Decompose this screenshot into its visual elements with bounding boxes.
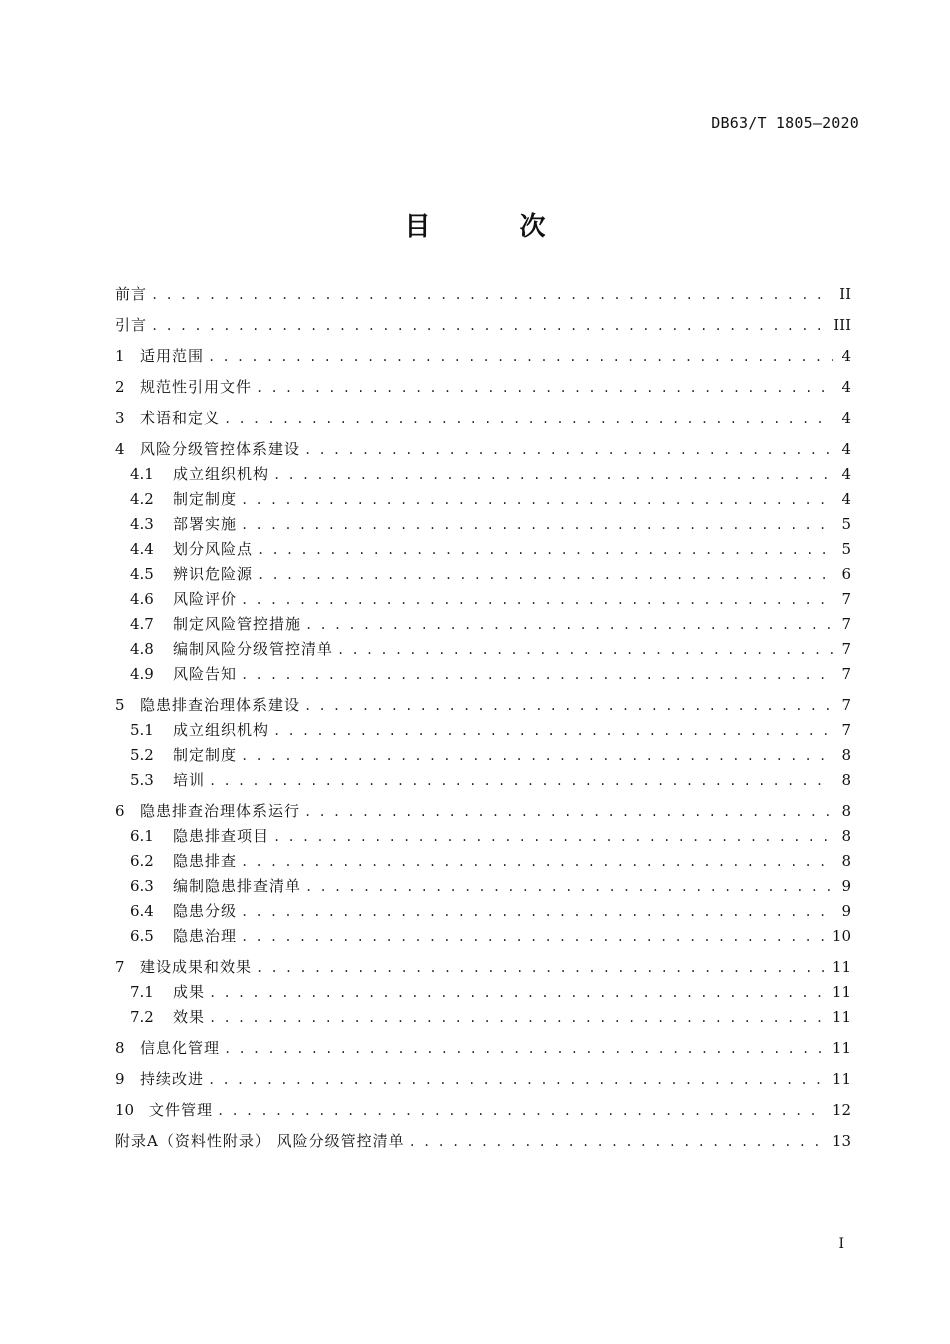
toc-entry[interactable] bbox=[115, 718, 851, 743]
toc-entry-label: 风险分级管控体系建设 bbox=[140, 440, 301, 458]
toc-title: 目 次 bbox=[404, 212, 586, 242]
toc-entry-page: 8 bbox=[841, 771, 851, 789]
toc-entry-page: 7 bbox=[841, 696, 851, 714]
toc-dot-leader bbox=[257, 538, 833, 563]
toc-entry-label: 培训 bbox=[173, 771, 206, 789]
toc-entry-label: 引言 bbox=[115, 316, 148, 334]
toc-entry[interactable] bbox=[115, 437, 851, 462]
toc-entry-label: 隐患排查治理体系建设 bbox=[140, 696, 301, 714]
table-of-contents bbox=[115, 282, 851, 1154]
toc-entry-label: 制定制度 bbox=[173, 746, 238, 764]
toc-entry-page: 7 bbox=[841, 615, 851, 633]
toc-entry-page: 11 bbox=[831, 1039, 851, 1057]
toc-entry[interactable] bbox=[115, 462, 851, 487]
toc-entry-page: 8 bbox=[841, 746, 851, 764]
toc-dot-leader bbox=[151, 314, 827, 339]
toc-entry[interactable] bbox=[115, 344, 851, 369]
toc-dot-leader bbox=[241, 925, 826, 950]
toc-entry-number: 10 bbox=[115, 1101, 135, 1119]
toc-entry-page: 7 bbox=[841, 721, 851, 739]
toc-entry-label: 编制隐患排查清单 bbox=[173, 877, 302, 895]
toc-entry-label: 部署实施 bbox=[173, 515, 238, 533]
toc-entry-label: 划分风险点 bbox=[173, 540, 254, 558]
toc-dot-leader bbox=[257, 563, 833, 588]
toc-entry-page: 7 bbox=[841, 640, 851, 658]
toc-entry-number: 4.6 bbox=[130, 590, 154, 608]
toc-entry-label: 成立组织机构 bbox=[173, 465, 270, 483]
toc-entry-page: 5 bbox=[841, 540, 851, 558]
toc-dot-leader bbox=[209, 769, 833, 794]
toc-entry[interactable] bbox=[115, 537, 851, 562]
toc-entry-label: 成果 bbox=[173, 983, 206, 1001]
toc-entry-label: 效果 bbox=[173, 1008, 206, 1026]
toc-entry[interactable] bbox=[115, 799, 851, 824]
toc-entry-number: 4.5 bbox=[130, 565, 154, 583]
toc-entry-page: 4 bbox=[841, 347, 851, 365]
toc-entry-label: 术语和定义 bbox=[140, 409, 221, 427]
page-number: I bbox=[838, 1236, 844, 1252]
toc-entry-number: 6.3 bbox=[130, 877, 154, 895]
toc-entry-page: 11 bbox=[831, 958, 851, 976]
toc-entry-page: 12 bbox=[831, 1101, 851, 1119]
toc-entry-label: 制定制度 bbox=[173, 490, 238, 508]
toc-entry[interactable] bbox=[115, 487, 851, 512]
toc-entry-label: 隐患排查 bbox=[173, 852, 238, 870]
toc-entry[interactable] bbox=[115, 768, 851, 793]
toc-entry-number: 1 bbox=[115, 347, 125, 365]
toc-entry-number: 4.3 bbox=[130, 515, 154, 533]
toc-entry-page: 4 bbox=[841, 409, 851, 427]
toc-entry-label: 规范性引用文件 bbox=[140, 378, 253, 396]
toc-entry[interactable] bbox=[115, 924, 851, 949]
toc-entry-label: 成立组织机构 bbox=[173, 721, 270, 739]
toc-entry-number: 8 bbox=[115, 1039, 125, 1057]
toc-entry-page: 5 bbox=[841, 515, 851, 533]
toc-entry[interactable] bbox=[115, 1036, 851, 1061]
toc-entry-label: 隐患排查治理体系运行 bbox=[140, 802, 301, 820]
toc-entry-label: 适用范围 bbox=[140, 347, 205, 365]
toc-entry[interactable] bbox=[115, 1067, 851, 1092]
toc-entry-number: 6.2 bbox=[130, 852, 154, 870]
toc-entry[interactable] bbox=[115, 1005, 851, 1030]
toc-entry-page: 8 bbox=[841, 852, 851, 870]
toc-dot-leader bbox=[217, 1099, 826, 1124]
toc-entry-label: 前言 bbox=[115, 285, 148, 303]
toc-dot-leader bbox=[209, 981, 826, 1006]
toc-dot-leader bbox=[241, 663, 833, 688]
toc-entry[interactable] bbox=[115, 637, 851, 662]
toc-entry-label: 建设成果和效果 bbox=[140, 958, 253, 976]
toc-dot-leader bbox=[273, 719, 833, 744]
toc-entry-page: 4 bbox=[841, 490, 851, 508]
toc-entry-page: 11 bbox=[831, 983, 851, 1001]
toc-entry-page: 6 bbox=[841, 565, 851, 583]
toc-entry[interactable] bbox=[115, 874, 851, 899]
toc-dot-leader bbox=[241, 588, 833, 613]
toc-entry[interactable] bbox=[115, 980, 851, 1005]
toc-entry-label: 信息化管理 bbox=[140, 1039, 221, 1057]
toc-dot-leader bbox=[305, 875, 833, 900]
toc-dot-leader bbox=[305, 613, 833, 638]
toc-entry-number: 5.2 bbox=[130, 746, 154, 764]
toc-entry[interactable] bbox=[115, 849, 851, 874]
toc-entry-label: 持续改进 bbox=[140, 1070, 205, 1088]
toc-entry[interactable] bbox=[115, 662, 851, 687]
toc-entry-page: 4 bbox=[841, 440, 851, 458]
toc-entry-number: 9 bbox=[115, 1070, 125, 1088]
toc-entry-number: 4.9 bbox=[130, 665, 154, 683]
toc-dot-leader bbox=[256, 956, 826, 981]
toc-entry-number: 4.1 bbox=[130, 465, 154, 483]
toc-entry[interactable] bbox=[115, 406, 851, 431]
toc-entry-number: 4.4 bbox=[130, 540, 154, 558]
toc-entry[interactable] bbox=[115, 1129, 851, 1154]
document-code: DB63/T 1805—2020 bbox=[711, 114, 859, 132]
toc-entry-page: 11 bbox=[831, 1070, 851, 1088]
toc-entry-number: 3 bbox=[115, 409, 125, 427]
toc-entry-page: 11 bbox=[831, 1008, 851, 1026]
toc-entry-page: 9 bbox=[841, 902, 851, 920]
toc-dot-leader bbox=[273, 463, 833, 488]
toc-entry[interactable] bbox=[115, 899, 851, 924]
toc-entry[interactable] bbox=[115, 282, 851, 307]
toc-dot-leader bbox=[224, 407, 833, 432]
toc-entry-number: 6.5 bbox=[130, 927, 154, 945]
toc-entry-number: 5 bbox=[115, 696, 125, 714]
toc-entry[interactable] bbox=[115, 612, 851, 637]
toc-entry-label: 风险告知 bbox=[173, 665, 238, 683]
toc-entry[interactable] bbox=[115, 512, 851, 537]
toc-entry-number: 5.3 bbox=[130, 771, 154, 789]
toc-entry-label: 隐患分级 bbox=[173, 902, 238, 920]
toc-entry[interactable] bbox=[115, 955, 851, 980]
toc-entry-number: 7.1 bbox=[130, 983, 154, 1001]
toc-entry-number: 6 bbox=[115, 802, 125, 820]
toc-dot-leader bbox=[337, 638, 833, 663]
toc-entry[interactable] bbox=[115, 562, 851, 587]
toc-dot-leader bbox=[273, 825, 833, 850]
toc-entry-label: 制定风险管控措施 bbox=[173, 615, 302, 633]
toc-entry-page: 4 bbox=[841, 378, 851, 396]
toc-entry-page: 13 bbox=[831, 1132, 851, 1150]
toc-entry-page: II bbox=[839, 285, 851, 303]
toc-entry-page: 9 bbox=[841, 877, 851, 895]
toc-dot-leader bbox=[241, 488, 833, 513]
toc-entry-label: 风险评价 bbox=[173, 590, 238, 608]
toc-dot-leader bbox=[304, 800, 833, 825]
toc-entry-number: 6.1 bbox=[130, 827, 154, 845]
toc-entry-page: 8 bbox=[841, 802, 851, 820]
toc-entry-number: 7.2 bbox=[130, 1008, 154, 1026]
toc-dot-leader bbox=[224, 1037, 826, 1062]
toc-entry-label: 附录A（资料性附录） 风险分级管控清单 bbox=[115, 1132, 405, 1150]
toc-dot-leader bbox=[209, 1006, 826, 1031]
toc-entry[interactable] bbox=[115, 1098, 851, 1123]
toc-dot-leader bbox=[241, 850, 833, 875]
toc-entry-number: 4 bbox=[115, 440, 125, 458]
toc-entry[interactable] bbox=[115, 824, 851, 849]
toc-entry-number: 2 bbox=[115, 378, 125, 396]
toc-entry[interactable] bbox=[115, 743, 851, 768]
toc-entry[interactable] bbox=[115, 375, 851, 400]
toc-entry-label: 辨识危险源 bbox=[173, 565, 254, 583]
toc-dot-leader bbox=[409, 1130, 826, 1155]
toc-entry[interactable] bbox=[115, 693, 851, 718]
toc-entry-number: 4.7 bbox=[130, 615, 154, 633]
toc-dot-leader bbox=[304, 694, 833, 719]
toc-entry-number: 5.1 bbox=[130, 721, 154, 739]
toc-entry-number: 6.4 bbox=[130, 902, 154, 920]
toc-entry-number: 7 bbox=[115, 958, 125, 976]
toc-dot-leader bbox=[304, 438, 833, 463]
toc-dot-leader bbox=[256, 376, 833, 401]
toc-entry-label: 文件管理 bbox=[149, 1101, 214, 1119]
toc-entry[interactable] bbox=[115, 313, 851, 338]
toc-dot-leader bbox=[208, 345, 833, 370]
toc-entry-page: 7 bbox=[841, 590, 851, 608]
toc-dot-leader bbox=[241, 744, 833, 769]
toc-entry-label: 编制风险分级管控清单 bbox=[173, 640, 334, 658]
toc-entry-number: 4.8 bbox=[130, 640, 154, 658]
toc-entry-label: 隐患治理 bbox=[173, 927, 238, 945]
toc-entry-page: 10 bbox=[831, 927, 851, 945]
toc-entry-page: 4 bbox=[841, 465, 851, 483]
toc-dot-leader bbox=[241, 513, 833, 538]
toc-entry-page: 7 bbox=[841, 665, 851, 683]
toc-entry-label: 隐患排查项目 bbox=[173, 827, 270, 845]
toc-dot-leader bbox=[208, 1068, 826, 1093]
toc-dot-leader bbox=[151, 283, 833, 308]
toc-entry-page: III bbox=[833, 316, 851, 334]
toc-entry-number: 4.2 bbox=[130, 490, 154, 508]
toc-entry[interactable] bbox=[115, 587, 851, 612]
toc-entry-page: 8 bbox=[841, 827, 851, 845]
toc-dot-leader bbox=[241, 900, 833, 925]
